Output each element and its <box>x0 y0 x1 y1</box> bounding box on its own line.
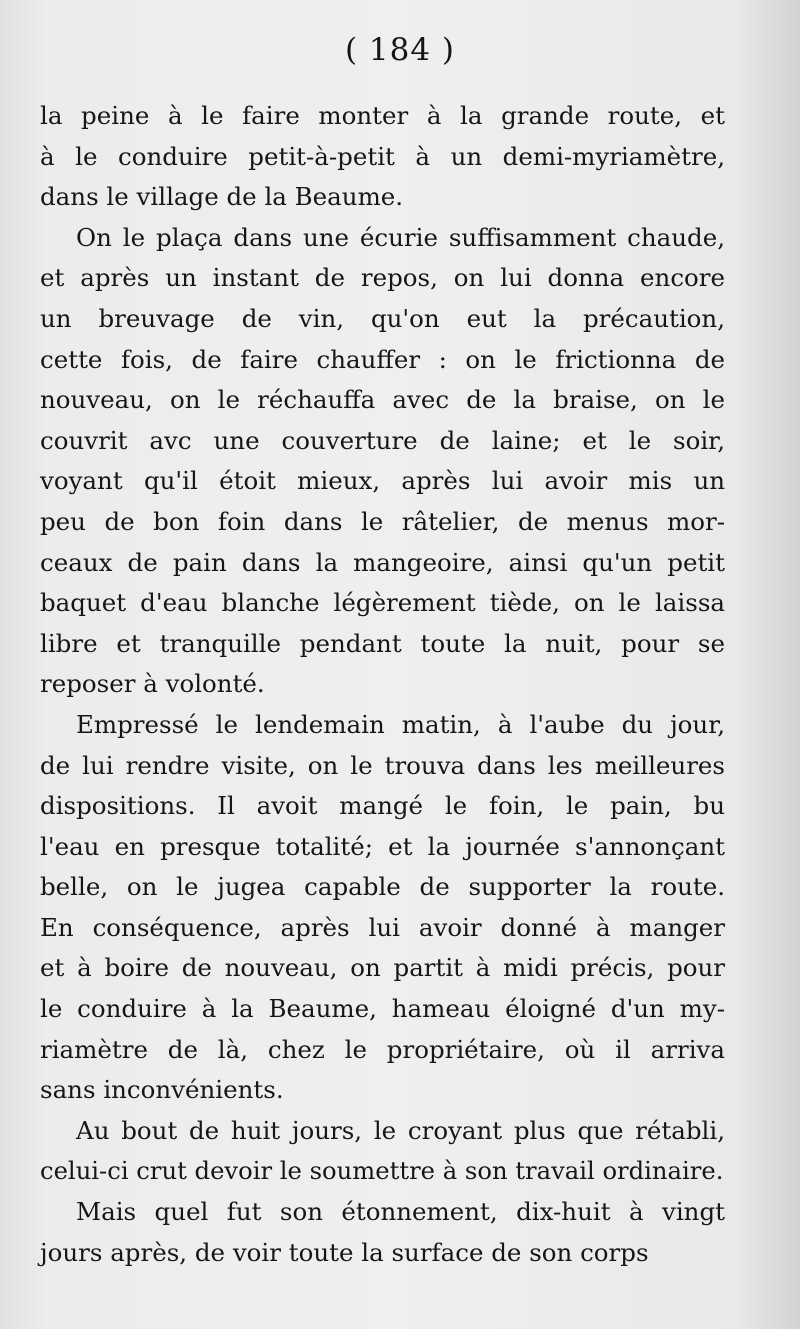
text-line: de lui rendre visite, on le trouva dans les meilleures <box>40 750 725 780</box>
text-line: un breuvage de vin, qu'on eut la précaution, <box>40 303 725 333</box>
text-line: peu de bon foin dans le râtelier, de menus mor- <box>40 506 725 536</box>
paragraph <box>40 705 725 1111</box>
text-line: et à boire de nouveau, on partit à midi précis, pour <box>40 953 725 983</box>
text-line: le conduire à la Beaume, hameau éloigné d'un my- <box>40 994 725 1024</box>
text-line: l'eau en presque totalité; et la journée s'annonçant <box>40 831 725 861</box>
text-line: belle, on le jugea capable de supporter la route. <box>40 872 725 902</box>
text-line: riamètre de là, chez le propriétaire, où il arriva <box>40 1034 725 1064</box>
text-line: cette fois, de faire chauffer : on le frictionna de <box>40 344 725 374</box>
page-number: ( 184 ) <box>344 32 456 68</box>
text-line: jours après, de voir toute la surface de son corps <box>40 1237 649 1267</box>
text-line: voyant qu'il étoit mieux, après lui avoir mis un <box>40 466 725 496</box>
text-line: reposer à volonté. <box>40 669 265 699</box>
text-line: couvrit avc une couverture de laine; et le soir, <box>40 425 725 455</box>
text-line: Au bout de huit jours, le croyant plus que rétabli, <box>76 1115 725 1145</box>
text-line: nouveau, on le réchauffa avec de la braise, on le <box>40 385 725 415</box>
text-line: baquet d'eau blanche légèrement tiède, on le laissa <box>40 588 725 618</box>
text-line: dans le village de la Beaume. <box>40 182 404 212</box>
text-line: ceaux de pain dans la mangeoire, ainsi qu'un petit <box>40 547 725 577</box>
text-line: libre et tranquille pendant toute la nuit, pour se <box>40 628 725 658</box>
text-line: dispositions. Il avoit mangé le foin, le pain, bu <box>40 791 725 821</box>
text-line: En conséquence, après lui avoir donné à manger <box>40 912 725 942</box>
text-line: la peine à le faire monter à la grande route, et <box>40 101 725 130</box>
paragraph <box>40 1192 725 1273</box>
text-line: et après un instant de repos, on lui donna encore <box>40 263 725 293</box>
body-text <box>40 96 725 1273</box>
paragraph <box>40 218 725 705</box>
text-line: celui-ci crut devoir le soumettre à son travail ordinaire. <box>40 1156 724 1186</box>
text-line: On le plaça dans une écurie suffisamment chaude, <box>76 222 725 252</box>
text-line: Empressé le lendemain matin, à l'aube du jour, <box>76 709 725 739</box>
paragraph <box>40 1111 725 1192</box>
paragraph <box>40 96 725 218</box>
text-line: Mais quel fut son étonnement, dix-huit à vingt <box>76 1197 725 1227</box>
text-line: à le conduire petit-à-petit à un demi-myriamètre, <box>40 141 725 171</box>
text-line: sans inconvénients. <box>40 1075 284 1105</box>
